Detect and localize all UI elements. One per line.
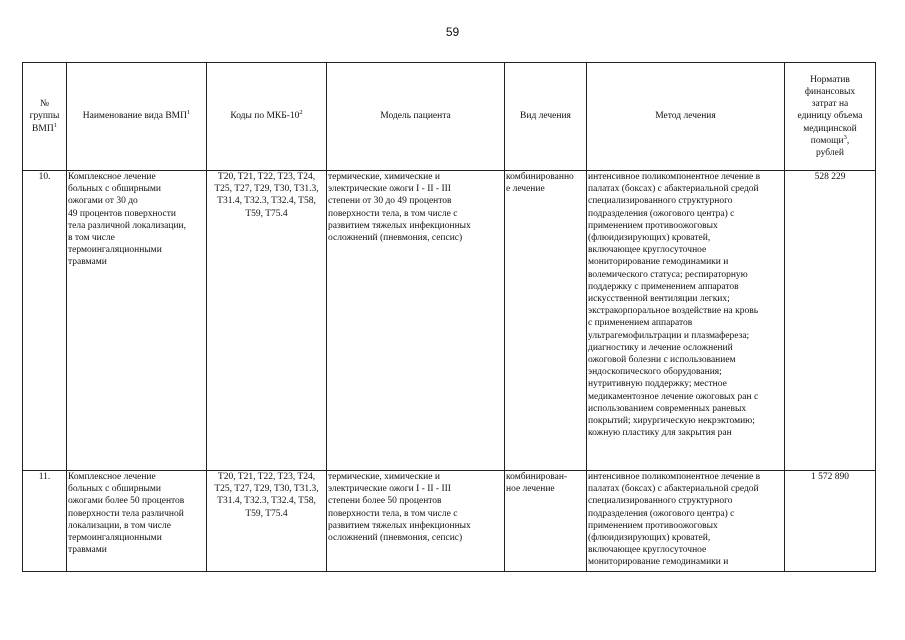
icd-codes-cell [207,471,327,572]
text-line: ожогами от 30 до [68,196,138,207]
table-header-row [23,63,876,171]
text-line: комбинированно [506,172,574,182]
header-patient-model: Модель пациента [327,63,505,171]
text-line: T20, T21, T22, T23, T24, [217,172,316,182]
row-number: 10. [23,171,67,471]
text-line: палатах (боксах) с абактериальной средой [588,484,759,495]
text-line: осложнений (пневмония, сепсис) [328,533,463,544]
text-line: (флюидизирующих) кроватей, [588,533,711,544]
cost-cell: 528 229 [785,171,876,471]
text-line: T31.4, T32.3, T32.4, T58, [217,496,316,507]
text-line: степени более 50 процентов [328,496,442,507]
header-cost-norm: Норматив финансовых затрат на единицу объема медицинской помощи$^3$, рублей [785,63,876,171]
text-line: мониторирование гемодинамики и [588,557,729,568]
patient-model-cell [327,471,505,572]
row-number: 11. [23,471,67,572]
text-line: с применением аппаратов [588,318,693,329]
text-line: эндоскопического оборудования; [588,367,722,378]
text-line: медикаментозное лечение ожоговых ран с [588,391,759,402]
treatment-type-cell [505,471,587,572]
text-line: T59, T75.4 [245,508,288,519]
text-line: ожоговой болезни с использованием [588,355,736,366]
text-line: термоингаляционными [68,245,162,256]
treatment-type-cell [505,171,587,471]
text-line: электрические ожоги I - II - III [328,484,451,495]
text-line: Комплексное лечение [68,172,156,182]
text-line: поверхности тела, в том числе с [328,508,458,519]
treatment-method-cell [587,471,785,572]
patient-model-cell [327,171,505,471]
text-line: T20, T21, T22, T23, T24, [217,472,316,482]
text-line: локализации, в том числе [68,520,171,531]
header-icd-codes: Коды по МКБ-$10^2$ [207,63,327,171]
text-line: подразделения (ожогового центра) с [588,508,735,519]
text-line: электрические ожоги I - II - III [328,184,451,195]
text-line: развитием тяжелых инфекционных [328,220,471,231]
text-line: ультрагемофильтрации и плазмафереза; [588,330,750,341]
text-line: развитием тяжелых инфекционных [328,520,471,531]
text-line: травмами [68,545,107,556]
text-line: T25, T27, T29, T30, T31.3, [214,484,319,495]
text-line: ное лечение [506,484,555,495]
icd-codes-cell [207,171,327,471]
text-line: применением противоожоговых [588,520,718,531]
text-line: подразделения (ожогового центра) с [588,208,735,219]
text-line: поддержку с применением аппаратов [588,281,739,292]
text-line: включающее круглосуточное [588,245,707,256]
text-line: T31.4, T32.3, T32.4, T58, [217,196,316,207]
header-group-number: № группы ВМП$^1$ [23,63,67,171]
vmp-name-cell [67,171,207,471]
text-line: кожную пластику для закрытия ран [588,428,732,439]
text-line: диагностику и лечение осложнений [588,342,733,353]
table-row [23,171,876,471]
header-treatment-method: Метод лечения [587,63,785,171]
text-line: T25, T27, T29, T30, T31.3, [214,184,319,195]
text-line: комбинирован- [506,472,568,482]
text-line: экстракорпоральное воздействие на кровь [588,306,759,317]
text-line: применением противоожоговых [588,220,718,231]
text-line: поверхности тела, в том числе с [328,208,458,219]
text-line: ожогами более 50 процентов [68,496,185,507]
text-line: специализированного структурного [588,496,733,507]
text-line: поверхности тела различной [68,508,184,519]
text-line: интенсивное поликомпонентное лечение в [588,472,761,482]
text-line: термические, химические и [328,172,440,182]
text-line: использованием современных раневых [588,403,747,414]
vmp-table [22,62,876,572]
text-line: травмами [68,257,107,268]
text-line: включающее круглосуточное [588,545,707,556]
cost-cell: 1 572 890 [785,471,876,572]
table-row [23,471,876,572]
text-line: T59, T75.4 [245,208,288,219]
header-vmp-name: Наименование вида ВМП$^1$ [67,63,207,171]
text-line: степени от 30 до 49 процентов [328,196,452,207]
text-line: волемического статуса; респираторную [588,269,748,280]
text-line: специализированного структурного [588,196,733,207]
text-line: Комплексное лечение [68,472,156,482]
page-number: 59 [445,25,460,39]
text-line: осложнений (пневмония, сепсис) [328,233,463,244]
text-line: искусственной вентиляции легких; [588,294,730,305]
text-line: больных с обширными [68,184,162,195]
text-line: термоингаляционными [68,533,162,544]
text-line: е лечение [506,184,545,195]
text-line: больных с обширными [68,484,162,495]
text-line: интенсивное поликомпонентное лечение в [588,172,761,182]
text-line: палатах (боксах) с абактериальной средой [588,184,759,195]
text-line: термические, химические и [328,472,440,482]
text-line: нутритивную поддержку; местное [588,379,727,390]
text-line: мониторирование гемодинамики и [588,257,729,268]
vmp-name-cell [67,471,207,572]
text-line: в том числе [68,233,115,244]
text-line: 49 процентов поверхности [68,208,176,219]
header-treatment-type: Вид лечения [505,63,587,171]
text-line: покрытий; хирургическую некрэктомию; [588,416,755,427]
text-line: тела различной локализации, [68,220,186,231]
treatment-method-cell [587,171,785,471]
text-line: (флюидизирующих) кроватей, [588,233,711,244]
